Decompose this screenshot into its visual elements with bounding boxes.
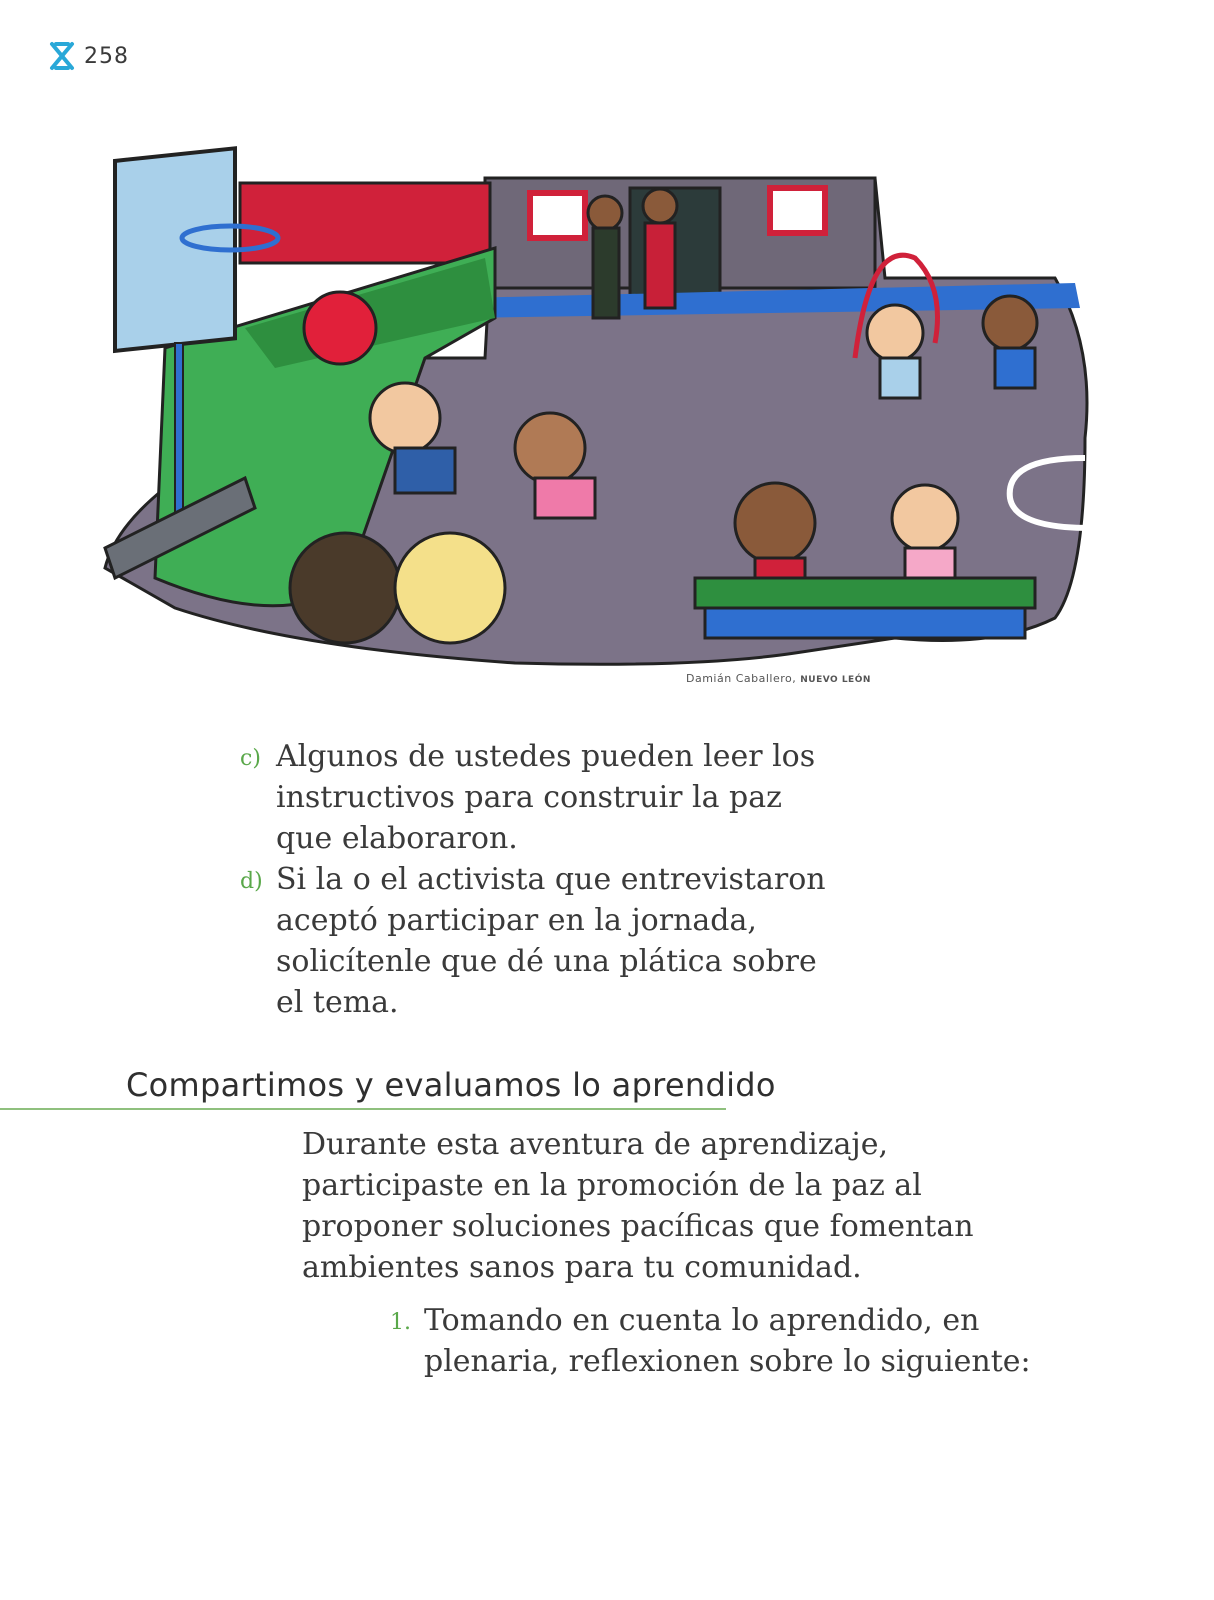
x-logo-icon xyxy=(48,40,76,72)
paragraph-line: participaste en la promoción de la paz al xyxy=(302,1168,922,1203)
credit-place: NUEVO LEÓN xyxy=(800,675,871,685)
list-line: instructivos para construir la paz xyxy=(276,780,782,815)
paragraph-line: Durante esta aventura de aprendizaje, xyxy=(302,1127,889,1162)
numbered-line: Tomando en cuenta lo aprendido, en xyxy=(424,1303,980,1338)
section-paragraph xyxy=(302,1124,1022,1288)
list-item-d xyxy=(240,859,826,1023)
illustration-credit xyxy=(686,672,871,685)
paragraph-line: ambientes sanos para tu comunidad. xyxy=(302,1250,862,1285)
numbered-item-1 xyxy=(390,1300,1031,1382)
list-line: Si la o el activista que entrevistaron xyxy=(276,862,826,897)
number-marker: 1. xyxy=(390,1310,411,1335)
section-divider xyxy=(0,1108,726,1110)
list-marker: c) xyxy=(240,746,261,771)
list-line: aceptó participar en la jornada, xyxy=(276,903,757,938)
page-header xyxy=(48,40,129,72)
credit-author: Damián Caballero, xyxy=(686,672,801,685)
list-line: Algunos de ustedes pueden leer los xyxy=(276,739,816,774)
numbered-line: plenaria, reflexionen sobre lo siguiente: xyxy=(424,1344,1031,1379)
list-line: que elaboraron. xyxy=(276,821,518,856)
schoolyard-illustration xyxy=(95,108,1095,683)
section-title: Compartimos y evaluamos lo aprendido xyxy=(126,1066,776,1104)
list-item-c xyxy=(240,736,816,859)
paragraph-line: proponer soluciones pacíficas que fomentan xyxy=(302,1209,974,1244)
page-number: 258 xyxy=(84,43,129,69)
list-line: el tema. xyxy=(276,985,399,1020)
list-line: solicítenle que dé una plática sobre xyxy=(276,944,817,979)
list-marker: d) xyxy=(240,869,263,894)
